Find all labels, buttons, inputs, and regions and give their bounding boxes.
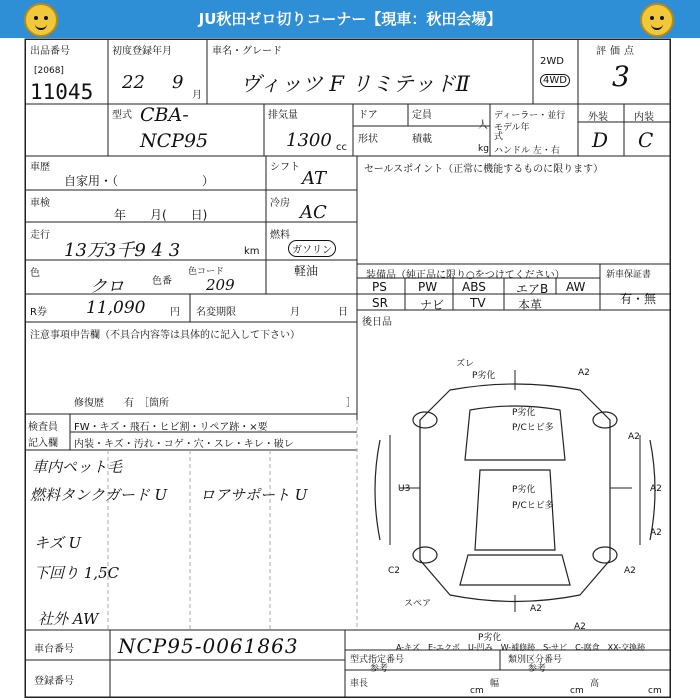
equip-sr: SR (372, 296, 388, 310)
doors-label: ドア (358, 110, 378, 121)
car-name: ヴィッツ F リミテッドⅡ (240, 72, 470, 96)
later-items-label: 後日品 (362, 317, 392, 328)
damage-legend: A-キズ E-エクボ U-凹み W-補修跡 S-サビ C-腐食 XX-交換跡 (396, 643, 646, 652)
equip-aw: AW (566, 280, 586, 294)
month-unit: 月 (192, 90, 202, 101)
diag-note-8: P劣化 (512, 485, 536, 495)
first-reg-year: 22 (122, 72, 145, 93)
lot-number: 11045 (30, 80, 94, 104)
note-line-2: 燃料タンクガード U (30, 486, 168, 504)
diag-note-11: A2 (650, 528, 662, 538)
note-line-6: 社外 AW (38, 610, 99, 628)
diag-note-10: A2 (650, 484, 662, 494)
inspection-label: 車検 (30, 198, 50, 209)
person-unit: 人 (478, 120, 488, 131)
diag-note-7: U3 (398, 484, 411, 494)
load-label: 積載 (412, 134, 432, 145)
inspector-row-2: 内装・キズ・汚れ・コゲ・穴・スレ・キレ・破レ (74, 439, 294, 450)
history-value: 自家用・（ ） (64, 174, 215, 188)
displacement-value: 1300 (286, 130, 332, 151)
type-designation-label: 型式指定番号 (350, 655, 405, 665)
exterior-value: D (592, 128, 609, 152)
grade-label: 評価点 (596, 46, 638, 57)
diag-note-16: P劣化 (478, 633, 502, 643)
equip-navi: ナビ (420, 298, 445, 312)
diag-note-14: A2 (530, 604, 542, 614)
reference-label-2: 参考 (528, 664, 547, 674)
equipment-label: 装備品（純正品に限り○をつけてください） (366, 270, 565, 281)
lot-label: 出品番号 (30, 46, 70, 57)
yen-unit: 円 (170, 307, 180, 318)
model-value: CBA- (140, 104, 189, 126)
handle-label: ハンドル 左・右 (494, 146, 560, 156)
capacity-label: 定員 (412, 110, 432, 121)
note-line-1: 車内ペット毛 (32, 458, 123, 476)
height-label: 高 (590, 679, 600, 689)
inspector-label-2: 記入欄 (28, 438, 58, 449)
repair-bracket: ］ (346, 398, 356, 409)
diag-note-5: P/Cヒビ多 (512, 423, 554, 433)
interior-value: C (638, 128, 654, 152)
mileage-label: 走行 (30, 230, 50, 241)
drive-2wd: 2WD (540, 56, 564, 67)
equip-ps: PS (372, 280, 387, 294)
height-cm: cm (648, 686, 662, 696)
equip-tv: TV (470, 296, 486, 310)
cc-unit: cc (336, 142, 347, 153)
length-cm: cm (470, 686, 484, 696)
chassis-model: NCP95 (140, 130, 209, 152)
equip-leather: 本革 (518, 298, 543, 312)
diag-note-1: ズレ (456, 359, 475, 369)
dealer-label: ディーラー・並行 (494, 111, 566, 121)
fuel-gasoline: ガソリン (288, 240, 336, 257)
diag-note-12: C2 (388, 566, 401, 576)
model-label: 型式 (112, 110, 132, 121)
km-unit: km (244, 246, 260, 257)
interior-label: 内装 (634, 112, 654, 123)
length-label: 車長 (350, 679, 369, 689)
shape-label: 形状 (358, 134, 378, 145)
note-line-5: 下回り 1,5C (34, 564, 120, 582)
equip-pw: PW (418, 280, 438, 294)
exterior-label: 外装 (588, 112, 608, 123)
reference-label-1: 参考 (370, 664, 389, 674)
mileage-value: 13万3千9 4 3 (64, 240, 181, 261)
name-label: 車名・グレード (212, 46, 282, 57)
first-reg-month: 9 (172, 72, 184, 93)
color-code-label: 色コード (188, 267, 225, 277)
width-label: 幅 (490, 679, 500, 689)
shift-label: シフト (270, 162, 300, 173)
first-reg-label: 初度登録年月 (112, 46, 172, 57)
color-label: 色 (30, 268, 40, 279)
notes-label: 注意事項申告欄（不具合内容等は具体的に記入して下さい） (30, 330, 300, 341)
fuel-label: 燃料 (270, 230, 290, 241)
transfer-label: 名変期限 (196, 307, 236, 318)
category-label: 類別区分番号 (508, 655, 563, 665)
lot-sub: [2068] (34, 66, 64, 76)
inspector-label-1: 検査員 (28, 422, 58, 433)
sales-point-label: セールスポイント（正常に機能するものに限ります） (364, 164, 604, 175)
diag-note-13: A2 (624, 566, 636, 576)
color-code-value: 209 (206, 276, 235, 294)
warranty-value: 有・無 (620, 292, 657, 306)
diag-note-3: A2 (578, 368, 590, 378)
ac-label: 冷房 (270, 198, 290, 209)
drive-4wd: 4WD (540, 74, 570, 87)
color-value: クロ (90, 277, 124, 297)
transfer-month-unit: 月 (290, 307, 300, 318)
recycle-value: 11,090 (86, 298, 146, 318)
ac-value: AC (300, 202, 327, 223)
model-year-label: モデル年式 (494, 123, 530, 142)
equip-abs: ABS (462, 280, 486, 294)
diag-note-15: A2 (574, 622, 586, 632)
diag-note-2: P劣化 (472, 371, 496, 381)
diag-note-6: A2 (628, 432, 640, 442)
note-line-3: ロアサポート U (200, 486, 308, 504)
grade-value: 3 (612, 60, 630, 93)
header-title: JU秋田ゼロ切りコーナー【現車：秋田会場】 (198, 10, 502, 28)
inspector-row-1: FW・キズ・飛石・ヒビ割・リペア跡・×要 (74, 422, 268, 433)
diag-note-9: P/Cヒビ多 (512, 501, 554, 511)
equip-airbag: エアB (516, 282, 549, 296)
fuel-diesel: 軽油 (294, 264, 319, 278)
color-number-label: 色番 (152, 276, 172, 287)
repair-history-label: 修復歴 有 ［箇所 (74, 398, 169, 409)
note-line-4: キズ U (34, 534, 82, 552)
history-label: 車歴 (30, 162, 50, 173)
registration-label: 登録番号 (34, 676, 74, 687)
chassis-value: NCP95-0061863 (118, 634, 299, 658)
warranty-label: 新車保証書 (606, 270, 652, 280)
inspection-value: 年 月( 日) (114, 208, 208, 222)
chassis-label: 車台番号 (34, 644, 74, 655)
kg-unit: kg (478, 144, 489, 154)
width-cm: cm (570, 686, 584, 696)
displacement-label: 排気量 (268, 110, 298, 121)
spare-label: スペア (404, 599, 432, 609)
transfer-day-unit: 日 (338, 307, 348, 318)
shift-value: AT (302, 168, 327, 189)
diag-note-4: P劣化 (512, 408, 536, 418)
recycle-label: R券 (30, 307, 47, 318)
